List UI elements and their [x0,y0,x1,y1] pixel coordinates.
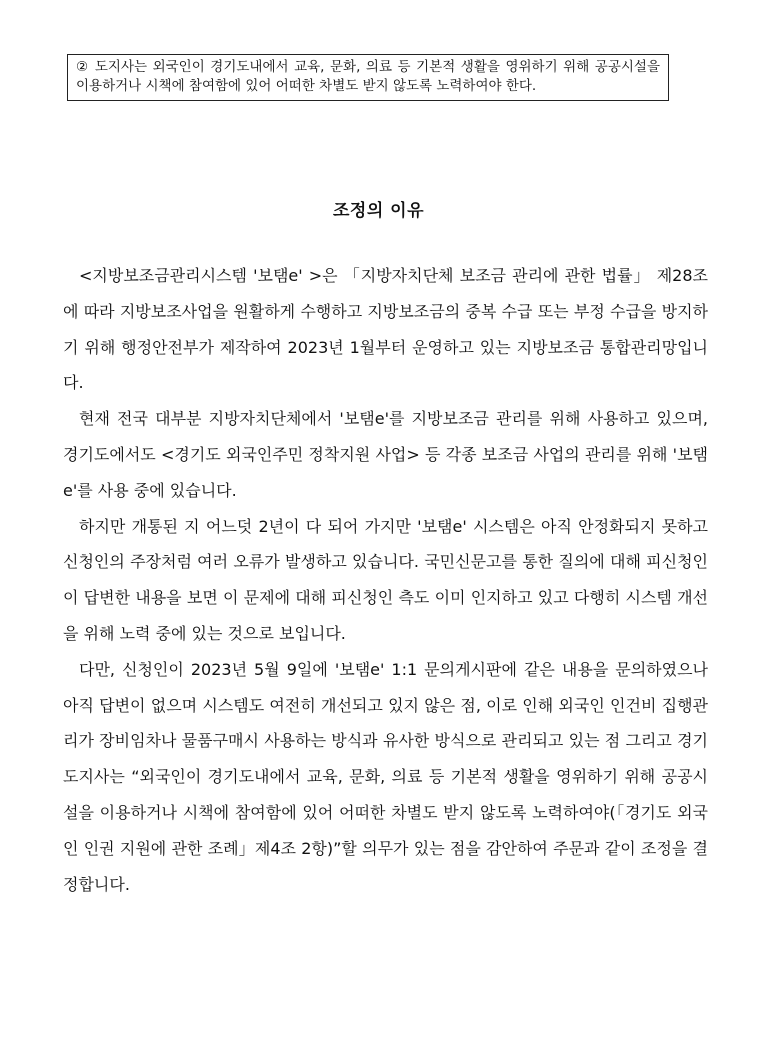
reason-paragraph-1: <지방보조금관리시스템 '보탬e' >은 「지방자치단체 보조금 관리에 관한 법률」 제28조에 따라 지방보조사업을 원활하게 수행하고 지방보조금의 중복 수급 또는 부정 수급을 방지하기 위해 행정안전부가 제작하여 2023년 1월부터 운영하고 있는 지방보조금 통합관리망입니다. [63,266,708,393]
quoted-regulation-box [67,54,669,101]
section-title: 조정의 이유 [332,201,425,221]
quoted-regulation-text: ② 도지사는 외국인이 경기도내에서 교육, 문화, 의료 등 기본적 생활을 영위하기 위해 공공시설을 이용하거나 시책에 참여함에 있어 어떠한 차별도 받지 않도록 노력하여야 한다. [76,59,660,94]
reason-paragraph-4: 다만, 신청인이 2023년 5월 9일에 '보탬e' 1:1 문의게시판에 같은 내용을 문의하였으나 아직 답변이 없으며 시스템도 여전히 개선되고 있지 않은 점, 이로 인해 외국인 인건비 집행관리가 장비임차나 물품구매시 사용하는 방식과 유사한 방식으로 관리되고 있는 점 그리고 경기도지사는 “외국인이 경기도내에서 교육, 문화, 의료 등 기본적 생활을 영위하기 위해 공공시설을 이용하거나 시책에 참여함에 있어 어떠한 차별도 받지 않도록 노력하여야(「경기도 외국인 인권 지원에 관한 조례」제4조 2항)”할 의무가 있는 점을 감안하여 주문과 같이 조정을 결정합니다. [63,659,708,894]
reason-body [63,258,708,902]
reason-paragraph-3: 하지만 개통된 지 어느덧 2년이 다 되어 가지만 '보탬e' 시스템은 아직 안정화되지 못하고 신청인의 주장처럼 여러 오류가 발생하고 있습니다. 국민신문고를 통한 질의에 대해 피신청인이 답변한 내용을 보면 이 문제에 대해 피신청인 측도 이미 인지하고 있고 다행히 시스템 개선을 위해 노력 중에 있는 것으로 보입니다. [63,516,708,643]
reason-paragraph-2: 현재 전국 대부분 지방자치단체에서 '보탬e'를 지방보조금 관리를 위해 사용하고 있으며, 경기도에서도 <경기도 외국인주민 정착지원 사업> 등 각종 보조금 사업의 관리를 위해 '보탬e'를 사용 중에 있습니다. [63,409,708,500]
